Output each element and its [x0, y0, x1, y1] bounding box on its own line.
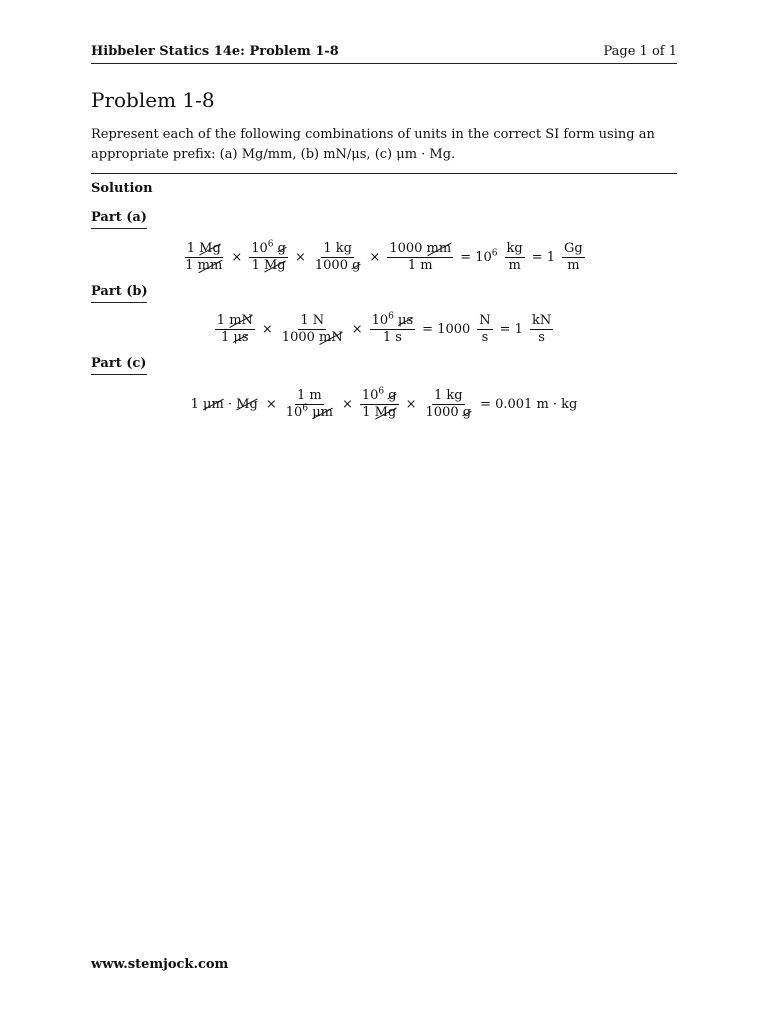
solution-heading: Solution [91, 181, 153, 196]
statement-rule [91, 173, 677, 174]
problem-statement: Represent each of the following combinations of units in the correct SI form using an appropriate prefix: (a) Mg/mm, (b) mN/μs, (c) μm · Mg. [91, 127, 655, 162]
part-c-heading: Part (c) [91, 356, 147, 371]
part-b-equation: $\frac{1 mN}{1 \mu s}$ × $\frac{1 N}{1000 mN}$ × $\frac{10^6 \mu s}{1 s}$ = 1000 $\frac{N}{s}$ = 1 $\frac{kN}{s}$ [216, 311, 552, 345]
footer-url[interactable]: www.stemjock.com [91, 957, 229, 972]
part-a-equation: $\frac{1 Mg}{1 mm}$ × $\frac{10^6 g}{1 Mg}$ × $\frac{1 kg}{1000 g}$ × $\frac{1000 mm}{1 m}$ = $10^6$ $\frac{kg}{m}$ = 1 $\frac{Gg}{m}$ [185, 239, 583, 273]
header-rule [91, 63, 677, 64]
part-b-heading: Part (b) [91, 284, 148, 299]
problem-title: Problem 1-8 [91, 88, 215, 112]
part-c-underline [91, 374, 147, 375]
header-title: Hibbeler Statics 14e: Problem 1-8 [91, 44, 339, 59]
part-b-underline [91, 302, 147, 303]
part-a-heading: Part (a) [91, 210, 147, 225]
part-c-equation: 1 μm · Mg × $\frac{1 m}{10^6 \mu m}$ × $\frac{10^6 g}{1 Mg}$ × $\frac{1 kg}{1000 g}$ = 0.001 m · kg [190, 386, 578, 420]
page-number: Page 1 of 1 [603, 44, 677, 59]
part-a-underline [91, 228, 147, 229]
page-header [91, 44, 677, 62]
